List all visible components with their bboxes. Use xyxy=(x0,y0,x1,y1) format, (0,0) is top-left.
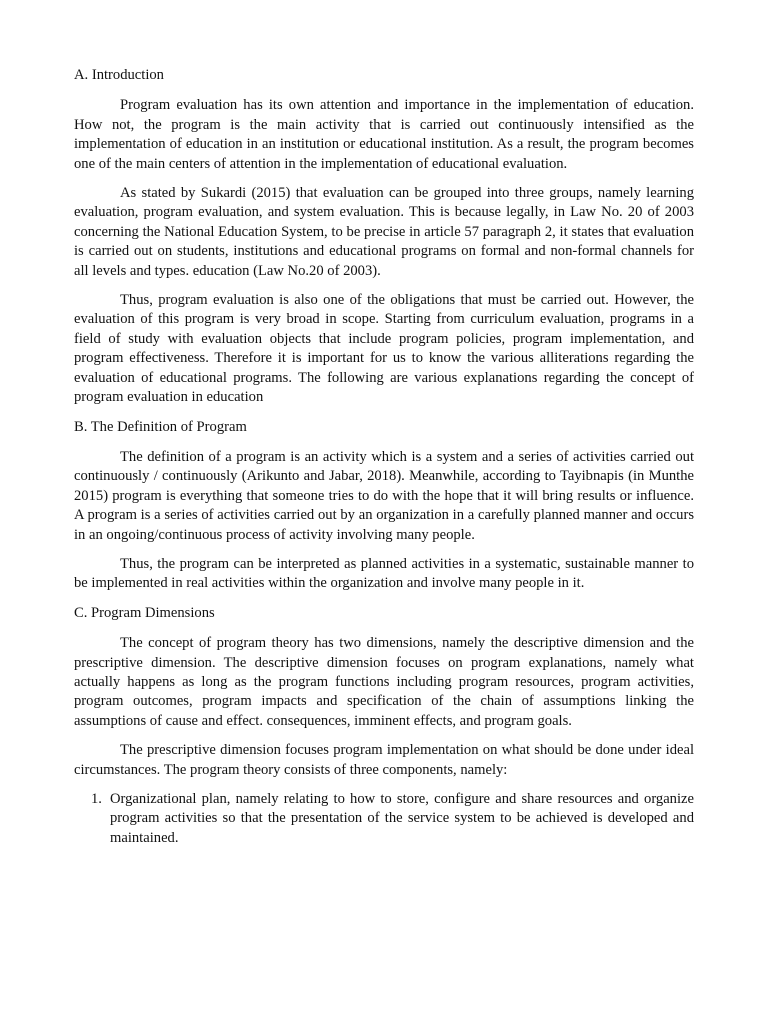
paragraph: The prescriptive dimension focuses program implementation on what should be done under ideal circumstances. The program theory consists of three components, namely: xyxy=(74,742,694,778)
list-item-text: Organizational plan, namely relating to how to store, configure and share resources and organize program activities so that the presentation of the service system to be achieved is developed and maintained. xyxy=(110,791,694,846)
paragraph: The definition of a program is an activity which is a system and a series of activities carried out continuously / continuously (Arikunto and Jabar, 2018). Meanwhile, according to Tayibnapis (in Munthe 2015) program is everything that someone tries to do with the hope that it will bring results or influence. A program is a series of activities carried out by an organization in a carefully planned manner and occurs in an ongoing/continuous process of activity involving many people. xyxy=(74,448,694,543)
paragraph: As stated by Sukardi (2015) that evaluation can be grouped into three groups, namely learning evaluation, program evaluation, and system evaluation. This is because legally, in Law No. 20 of 2003 concerning the National Education System, to be precise in article 57 paragraph 2, it states that evaluation is carried out on students, institutions and educational programs on formal and non-formal channels for all levels and types. education (Law No.20 of 2003). xyxy=(74,185,694,279)
section-heading-dimensions: C. Program Dimensions xyxy=(74,604,215,621)
paragraph: Program evaluation has its own attention and importance in the implementation of education. How not, the program is the main activity that is carried out continuously intensified as the implementation of education in an institution or educational institution. As a result, the program becomes one of the main centers of attention in the implementation of educational evaluation. xyxy=(74,97,694,172)
numbered-list xyxy=(74,790,694,848)
paragraph: The concept of program theory has two dimensions, namely the descriptive dimension and the prescriptive dimension. The descriptive dimension focuses on program explanations, namely what actually happens as long as the program functions including program resources, program activities, program outcomes, program impacts and specification of the chain of assumptions linking the assumptions of cause and effect. consequences, imminent effects, and program goals. xyxy=(74,635,694,729)
paragraph: Thus, the program can be interpreted as planned activities in a systematic, sustainable manner to be implemented in real activities within the organization and involve many people in it. xyxy=(74,555,694,592)
section-heading-definition: B. The Definition of Program xyxy=(74,418,247,435)
list-item-number: 1. xyxy=(91,791,102,807)
section-heading-introduction: A. Introduction xyxy=(74,67,164,83)
paragraph: Thus, program evaluation is also one of the obligations that must be carried out. However, the evaluation of this program is very broad in scope. Starting from curriculum evaluation, programs in a field of study with evaluation objects that include program policies, program implementation, and program effectiveness. Therefore it is important for us to know the various alliterations regarding the evaluation of educational programs. The following are various explanations regarding the concept of program evaluation in education xyxy=(74,292,694,406)
list-item xyxy=(74,790,694,848)
